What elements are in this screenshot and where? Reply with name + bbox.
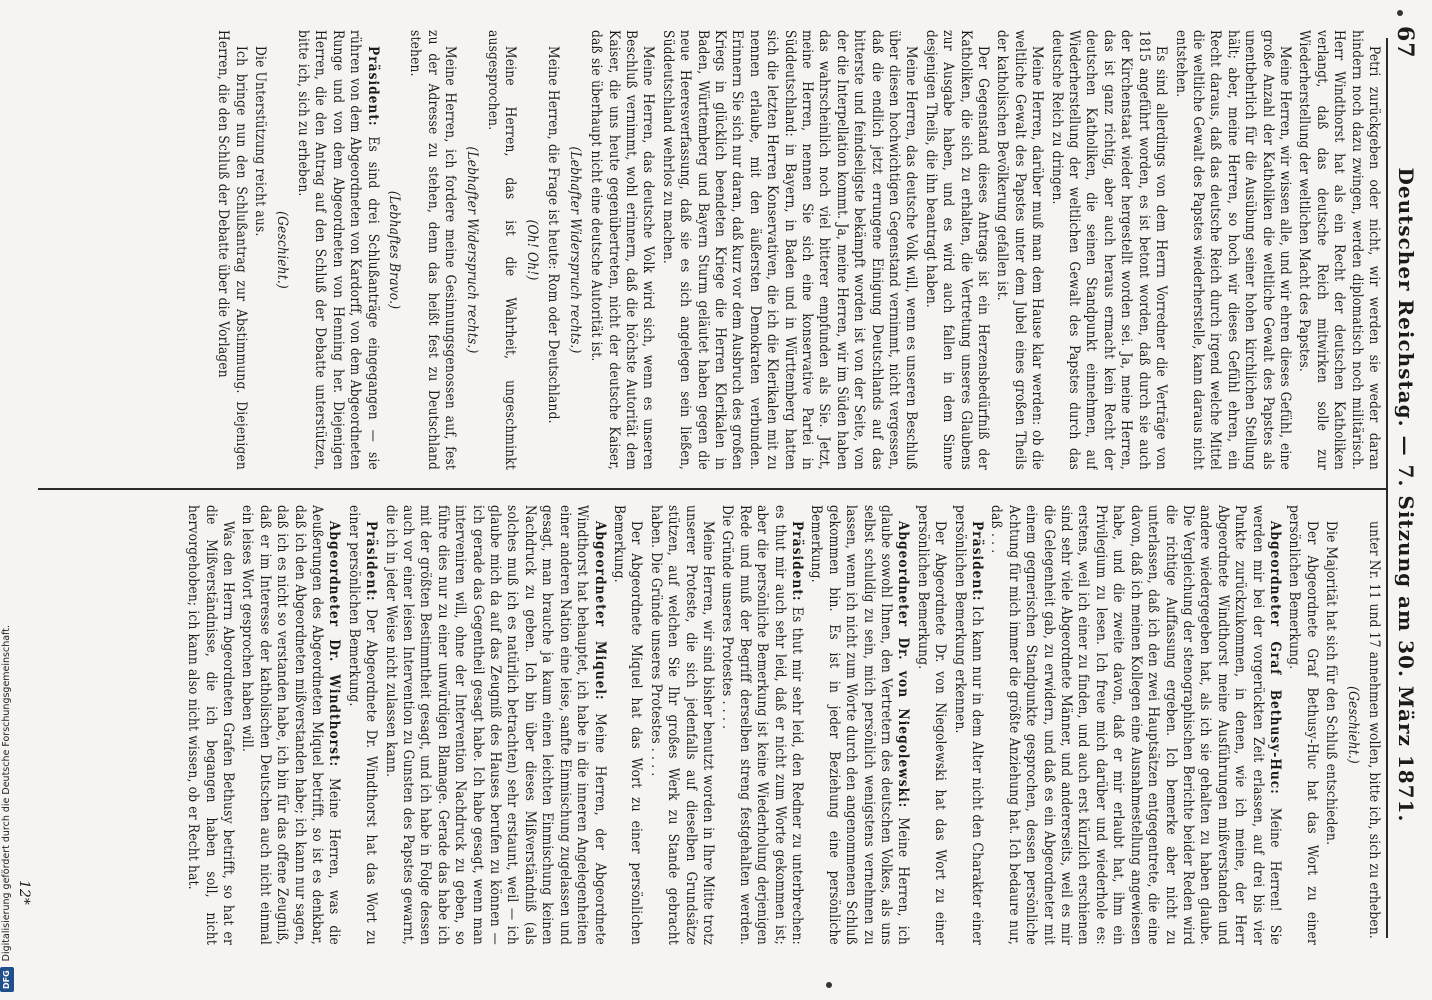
speech-text: Meine Herren, der Abgeordnete Windthorst hat behauptet, ich habe in die inneren Angelegenheiten einer anderen Nation eine leise, sanfte Einmischung zugelassen und gesagt, man brauche ja kaum einen leichten Einmischung keinen Nachdruck zu geben. Ich bin über dieses Mißverständniß (als solches muß ich es natürlich betrachten) sehr erstaunt, weil — ich glaube mich da auf das Zeugniß des Hauses berufen zu können — ich gerade das Gegentheil gesagt habe. Ich habe gesagt, wenn man interveniren will, ohne der Intervention Nachdruck zu geben, so führe dies nur zu einer unwürdigen Blamage. Gerade das habe ich mit der größten Bestimmtheit gesagt, und ich habe in Folge dessen auch vor einer leisen Intervention zu Gunsten des Papstes gewarnt, die ich in jeder Weise nicht zulassen kann. (382, 505, 608, 945)
page-number: 67 (1392, 26, 1418, 59)
scan-speck (826, 982, 832, 988)
credit-text: Digitalisierung gefördert durch die Deutsche Forschungsgemeinschaft. (1, 625, 12, 962)
body-paragraph: Meine Herren, wir sind bisher benutzt worden in Ihre Mitte trotz unserer Proteste, die sich jedenfalls auf dieselben Grundsätze stützen, auf welchen Sie Ihr großes Werk zu Stande gebracht haben. Die Gründe unseres Protestes . . . . (647, 505, 716, 945)
body-paragraph: Meine Herren, die Frage ist heute: Rom oder Deutschland. (545, 46, 562, 424)
stage-direction: (Geschieht.) (1344, 686, 1361, 764)
stage-direction: (Lebhafter Widerspruch rechts.) (566, 146, 583, 354)
body-paragraph: Meine Herren, wir wissen alle, und wir ehren dieses Gefühl, eine große Anzahl der Katholiken die weltliche Gewalt des Papstes als unentbehrlich für die Ausübung seiner hohen kirchlichen Stellung hält; aber, meine Herren, so hoch wir dieses Gefühl ehren, ein Recht daraus, daß das deutsche Reich durch irgend welche Mittel die weltliche Gewalt des Papstes wiederherstelle, kann daraus nicht entstehen. (1172, 30, 1293, 470)
speech-paragraph (718, 505, 805, 945)
body-paragraph: Was den Herrn Abgeordneten Grafen Bethusy betrifft, so hat er die Mißverständnisse, die ich begangen haben soll, nicht hervorgehoben; ich kann also nicht wissen, ob er Recht hat. (185, 505, 236, 945)
stage-direction: (Lebhaftes Bravo.) (386, 190, 403, 310)
body-paragraph: Meine Herren, ich fordere meine Gesinnungsgenossen auf, fest zu der Adresse zu stehen, denn das heißt fest zu Deutschland stehen. (407, 30, 459, 470)
right-column (52, 505, 1382, 945)
body-paragraph: Die Unterstützung reicht aus. (252, 46, 269, 237)
speech-paragraph (807, 505, 911, 945)
signature-mark: 12* (16, 880, 32, 905)
page-title: Deutscher Reichstag. — 7. Sitzung am 30. März 1871. (1394, 167, 1418, 823)
speech-paragraph (987, 505, 1283, 945)
column-divider (38, 488, 1386, 490)
stage-direction: (Lebhafter Widerspruch rechts.) (463, 146, 480, 354)
speaker-name: Abgeordneter Miquel: (591, 521, 608, 701)
speech-text: Es sind drei Schlußanträge eingegangen — sie rühren von dem Abgeordneten von Kardorff, von dem Abgeordneten Runge und von dem Abgeordneten von Henning her. Diejenigen Herren, die den Antrag auf den Schluß der Debatte unterstützen, bitte ich, sich zu erheben. (295, 30, 381, 470)
scan-speck (1397, 10, 1403, 16)
body-paragraph: Meine Herren, das deutsche Volk will, wenn es unseren Beschluß über diesen hochwichtigen Gegenstand vernimmt, nicht vergessen, daß die endlich jetzt errungene Einigung Deutschlands auf das bitterste und feindseligste bekämpft worden ist von der Seite, von der die Interpellation kommt. Ja, meine Herren, wir im Süden haben das wahrscheinlich noch viel bitterer empfunden als Sie. Jetzt, meine Herren, nennen Sie sich eine konservative Partei in Süddeutschland: in Bayern, in Baden und in Württemberg hatten sich die letzten Herren Konservativen, die ich die Klerikalen mit zu nennen erlaube, mit den äußersten Demokraten verbunden. Erinnern Sie sich nur daran, daß kurz vor dem Ausbruch des großen Kriegs in glücklich beendeten Kriege die Herren Klerikalen in Baden, Württemberg und Bayern Sturm geläutet haben gegen die neue Heeresverfassung, daß sie es sich angelegen sein ließen, Süddeutschland wehrlos zu machen. (659, 30, 920, 470)
body-paragraph: Der Abgeordnete Dr. von Niegolewski hat das Wort zu einer persönlichen Bemerkung. (914, 505, 949, 945)
speaker-name: Präsident: (789, 521, 805, 602)
speaker-name: Präsident: (969, 521, 986, 602)
page-header (1390, 20, 1420, 970)
speech-text: Meine Herren! Sie werden mir bei der vorgerückten Zeit erlassen, auf drei bis vier Punkte zurückzukommen, in denen, wie ich meine, der Herr Abgeordnete Windthorst meine Ausführungen mißverstanden und andere wiedergegeben hat, als ich sie gehalten zu haben glaube. Die Vergleichung der stenographischen Berichte beider Reden wird die richtige Auffassung ergeben. Ich bemerke aber nicht zu unterlassen, daß ich den zwei Hauptsätzen entgegentrete, die eine davon, daß ich meinen Kollegen eine Ausnahmestellung angewiesen habe, und die zweite davon, daß er mir erlaubt hat, ihm ein Privilegium zu lesen. Ich freue mich darüber und wiederhole es: erstens, weil ich einer zu finden, und auch erst kürzlich erschienen sind sehr viele Abgeordnete Männer, und andererseits, weil es mir die Gelegenheit gab, zu erwidern, und daß es ein Abgeordneter mit einem gegnerischen Standpunkte gesprochen, dessen persönliche Achtung für mich immer die größte Anziehung hat. Ich bedaure nur, daß . . . (988, 505, 1283, 945)
speech-text: Der Abgeordnete Dr. Windthorst hat das Wort zu einer persönlichen Bemerkung. (345, 505, 380, 945)
speaker-name: Abgeordneter Dr. von Niegolewski: (895, 521, 912, 809)
body-paragraph: Der Gegenstand dieses Antrags ist ein Herzensbedürfniß der Katholiken, die sich zu erhalten, die Vertretung unseres Glaubens zur Ausgabe haben, und es wird auch fallen in dem Sinne desjenigen Theils, die ihn beantragt haben. (922, 30, 992, 470)
speaker-name: Präsident: (364, 46, 381, 127)
left-column (52, 30, 1382, 470)
body-paragraph: Der Abgeordnete Miquel hat das Wort zu einer persönlichen Bemerkung. (610, 505, 645, 945)
header-rule (1386, 38, 1388, 938)
body-paragraph: Meine Herren, das ist die Wahrheit, ungeschminkt ausgesprochen. (485, 30, 519, 470)
body-paragraph: Petri zurückgeben oder nicht, wir werden sie weder daran hindern noch dazu zwingen, werden diplomatisch noch militärisch. Herr Windthorst hat als ein Recht der deutschen Katholiken verlangt, daß das deutsche Reich mitwirken solle zur Wiederherstellung der weltlichen Macht des Papstes. (1296, 30, 1382, 470)
body-paragraph: Meine Herren, darüber muß man dem Hause klar werden: ob die weltliche Gewalt des Papstes unter dem Jubel eines großen Theils der katholischen Bevölkerung gefallen ist. (994, 30, 1046, 470)
speaker-name: Präsident: (363, 521, 380, 602)
speaker-name: Abgeordneter Graf Bethusy-Huc: (1266, 521, 1283, 795)
stage-direction: (Oh! Oh!) (523, 219, 540, 281)
speaker-name: Abgeordneter Dr. Windthorst: (326, 521, 343, 768)
speech-paragraph (950, 505, 985, 945)
body-paragraph: Ich bringe nun den Schlußantrag zur Abstimmung. Diejenigen Herren, die den Schluß der Debatte über die Vorlagen (215, 30, 249, 470)
speech-paragraph (238, 505, 342, 945)
digitization-credit (0, 0, 14, 1000)
body-paragraph: Meine Herren, das deutsche Volk wird sich, wenn es unseren Beschluß vernimmt, wohl erinnern, daß die höchste Autorität dem Kaiser, die uns heute gegenübertreten, nicht der deutsche Kaiser, daß sie überhaupt nicht eine deutsche Autorität ist. (588, 30, 657, 470)
speech-text: Meine Herren, was die Aeußerungen des Abgeordneten Miquel betrifft, so ist es denkbar, daß ich den Abgeordneten mißverstanden habe; ich kann nur sagen, daß ich es nicht so verstanden habe, ich bin für das offene Zeugniß, daß er im Interesse der katholischen Deutschen auch nicht einmal ein leises Wort gesprochen haben will. (239, 505, 343, 945)
speech-text: Ich kann nur in dem Alter nicht den Charakter einer persönlichen Bemerkung erkennen. (951, 505, 986, 945)
body-paragraph: unter Nr. 11 und 17 annehmen wollen, bitte ich, sich zu erheben. (1366, 521, 1382, 939)
speech-paragraph (294, 30, 381, 470)
digitization-credit-strip (0, 0, 14, 1000)
body-paragraph: Der Abgeordnete Graf Bethusy-Huc hat das Wort zu einer persönlichen Bemerkung. (1286, 505, 1320, 945)
body-paragraph: Es sind allerdings von dem Herrn Vorredner die Verträge von 1815 angeführt worden, es ist betont worden, daß durch sie auch der Kirchenstaat wieder hergestellt worden sei. Ja, meine Herren, das ist ganz richtig, aber auch heraus ermacht kein Recht der deutschen Katholiken, die seinen Standpunkt einnehmen, auf Wiederherstellung der weltlichen Gewalt des Papstes durch das deutsche Reich zu dringen. (1048, 30, 1170, 470)
speech-paragraph (344, 505, 379, 945)
speech-text: Es thut mir sehr leid, den Redner zu unterbrechen: es thut mir auch sehr leid, daß er nicht zum Worte gekommen ist; aber die persönliche Bemerkung ist keine Wiederholung derjenigen Rede und muß der Begriff derselben streng festgehalten werden. Die Gründe unseres Protestes . . . . (719, 505, 805, 945)
speech-paragraph (381, 505, 607, 945)
dfg-logo: DFG (0, 967, 14, 992)
body-paragraph: Die Majorität hat sich für den Schluß entschieden. (1323, 521, 1340, 846)
stage-direction: (Geschieht.) (273, 211, 290, 289)
speech-text: Meine Herren, ich glaube sowohl Ihnen, den Vertretern des deutschen Volkes, als uns selbst schuldig zu sein, mich persönlich wenigstens vernehmen zu lassen, wenn ich nicht zum Worte durch den angenommenen Schluß gekommen bin. Es ist in jeder Beziehung eine persönliche Bemerkung. (808, 505, 912, 945)
